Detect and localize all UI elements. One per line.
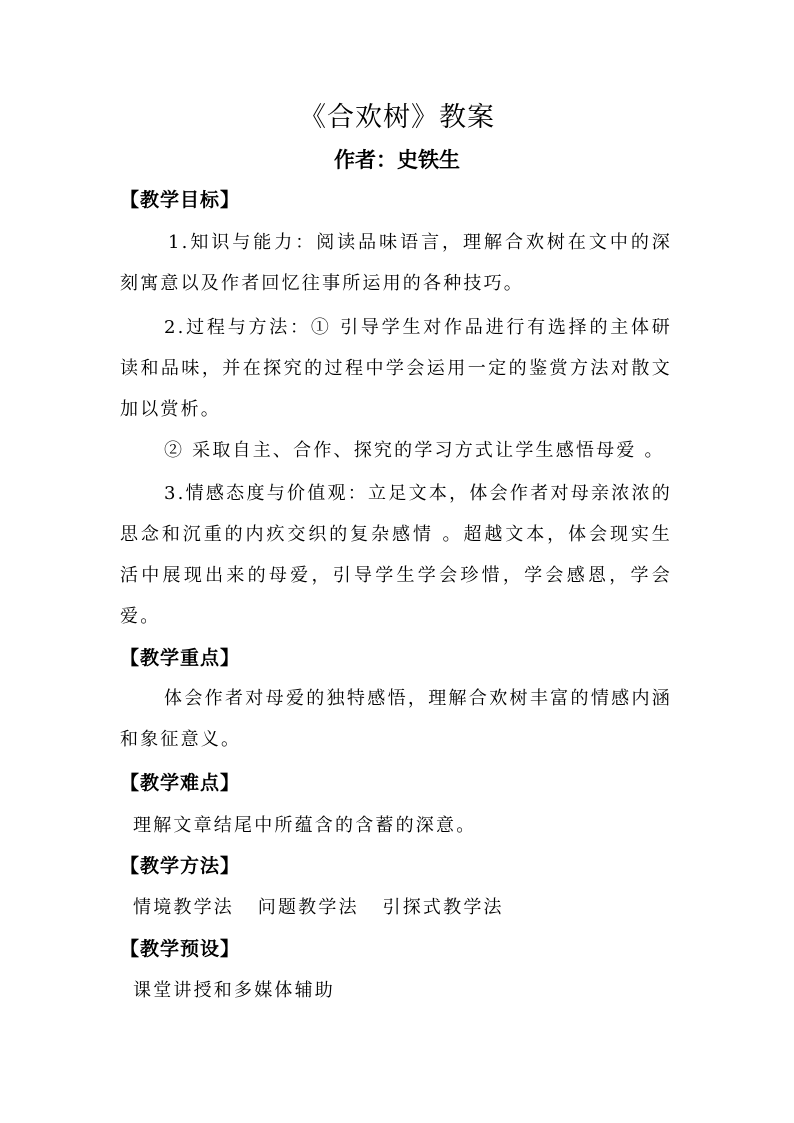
methods-paragraph: 情境教学法 问题教学法 引探式教学法: [133, 897, 504, 918]
section-heading-key-points: 【教学重点】: [120, 647, 241, 669]
author-line: 作者：史铁生: [334, 147, 460, 172]
difficulties-paragraph: 理解文章结尾中所蕴含的含蓄的深意。: [133, 815, 477, 836]
objectives-paragraph-2: 2.过程与方法：① 引导学生对作品进行有选择的主体研读和品味，并在探究的过程中学会运用一定的鉴赏方法对散文加以赏析。: [120, 317, 672, 420]
objectives-paragraph-1: 1.知识与能力：阅读品味语言，理解合欢树在文中的深刻寓意以及作者回忆往事所运用的各种技巧。: [120, 232, 672, 294]
objectives-paragraph-4: 3.情感态度与价值观：立足文本，体会作者对母亲浓浓的思念和沉重的内疚交织的复杂感情 。超越文本，体会现实生活中展现出来的母爱，引导学生学会珍惜，学会感恩，学会爱。: [120, 483, 672, 627]
objectives-paragraph-3: ② 采取自主、合作、探究的学习方式让学生感悟母爱 。: [164, 440, 665, 461]
section-heading-objectives: 【教学目标】: [120, 189, 241, 211]
document-title: 《合欢树》教案: [299, 102, 495, 133]
section-heading-methods: 【教学方法】: [120, 855, 241, 877]
key-points-paragraph: 体会作者对母爱的独特感悟，理解合欢树丰富的情感内涵和象征意义。: [120, 688, 672, 750]
section-heading-presets: 【教学预设】: [120, 938, 241, 960]
presets-paragraph: 课堂讲授和多媒体辅助: [133, 980, 335, 1001]
section-heading-difficulties: 【教学难点】: [120, 772, 241, 794]
